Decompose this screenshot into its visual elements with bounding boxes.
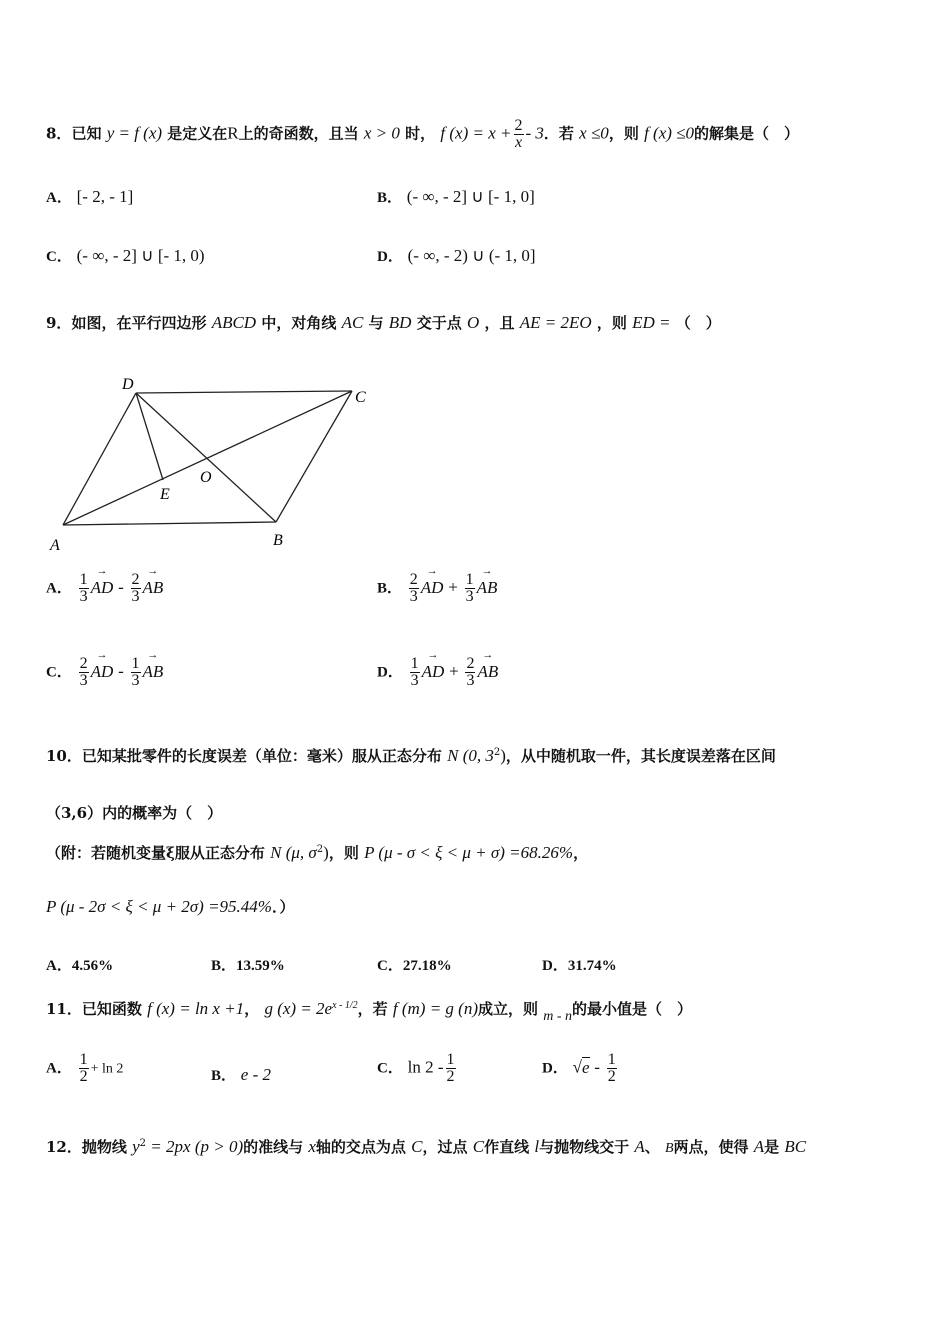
text: ，若 <box>357 1000 388 1018</box>
math: N (μ, σ <box>270 843 317 862</box>
math: x <box>308 1137 316 1156</box>
fraction <box>79 572 89 605</box>
option-label: B． <box>211 1068 237 1084</box>
option-value: e - 2 <box>240 1065 272 1084</box>
math: BC <box>784 1137 807 1156</box>
edge-ad <box>63 393 136 525</box>
text: 抛物线 <box>81 1138 127 1156</box>
text: 与抛物线交于 <box>539 1138 630 1156</box>
math: B <box>664 1141 674 1156</box>
option-label: A． <box>46 580 72 597</box>
vector-ad: → AD <box>91 578 114 597</box>
text: 轴的交点为点 <box>315 1138 406 1156</box>
denominator: 3 <box>410 672 419 689</box>
text: 的解集是（ ） <box>693 124 799 143</box>
text: 成立，则 <box>478 1000 539 1018</box>
text: （附：若随机变量ξ服从正态分布 <box>46 844 265 862</box>
operator: - <box>118 661 124 681</box>
option-a[interactable] <box>46 572 163 605</box>
option-label: A． <box>46 1060 72 1077</box>
denominator: 3 <box>131 672 140 689</box>
option-label: D． <box>377 249 403 265</box>
math: R <box>227 123 239 143</box>
math: x > 0 <box>363 123 400 143</box>
text: （3,6）内的概率为（ ） <box>46 804 223 822</box>
question-10-line-2 <box>46 802 222 823</box>
option-label: C． <box>377 958 403 974</box>
math: y = f (x) <box>106 123 163 143</box>
math: AC <box>341 313 364 332</box>
fraction <box>131 572 141 605</box>
option-a[interactable] <box>46 954 113 975</box>
denominator: 3 <box>79 672 88 689</box>
parallelogram-figure <box>46 372 376 552</box>
text: 是定义在 <box>167 124 228 143</box>
text: 中，对角线 <box>261 314 337 332</box>
text: 的最小值是（ ） <box>572 1000 693 1018</box>
fraction <box>446 1052 456 1085</box>
numerator: 1 <box>131 655 140 672</box>
text: ．） <box>271 898 295 916</box>
text: 的准线与 <box>243 1138 304 1156</box>
vector-ab: → AB <box>477 662 498 681</box>
question-number: 11． <box>46 1000 82 1018</box>
text: ， <box>573 844 589 862</box>
question-10-note-2 <box>46 896 295 917</box>
option-value: 31.74% <box>567 958 617 974</box>
fraction <box>131 656 141 689</box>
fraction <box>79 1052 89 1085</box>
math: N (0, 3 <box>447 746 494 765</box>
fraction <box>409 572 419 605</box>
option-value: + ln 2 <box>90 1061 124 1077</box>
operator: - <box>118 577 124 597</box>
edge-bc <box>276 391 352 522</box>
text: 、 <box>644 1138 660 1156</box>
option-a[interactable] <box>46 186 133 207</box>
text: ．若 <box>543 124 574 143</box>
vector-ab: → AB <box>477 578 498 597</box>
math: f (x) = x + <box>440 123 512 143</box>
point-label-d: D <box>122 376 134 393</box>
option-c[interactable] <box>46 245 205 266</box>
math: A <box>634 1137 645 1156</box>
question-9-stem <box>46 312 721 333</box>
numerator: 2 <box>409 571 418 588</box>
option-value: (- ∞, - 2] ∪ [- 1, 0] <box>406 187 535 206</box>
point-label-a: A <box>50 537 60 552</box>
math: A <box>753 1137 765 1156</box>
math-superscript: x - 1/2 <box>332 1000 358 1011</box>
option-label: A． <box>46 958 72 974</box>
question-10-stem <box>46 745 776 766</box>
question-number: 9． <box>46 314 72 332</box>
math: x ≤0 <box>579 123 609 143</box>
point-label-o: O <box>200 469 212 486</box>
text: 两点，使得 <box>673 1138 749 1156</box>
math: f (m) = g (n) <box>392 999 478 1018</box>
option-b[interactable] <box>377 186 535 207</box>
vector-ad: → AD <box>422 662 445 681</box>
numerator: 1 <box>410 655 419 672</box>
denominator: 3 <box>465 588 474 605</box>
math: AE = 2EO <box>519 313 592 332</box>
question-number: 12． <box>46 1138 82 1156</box>
numerator: 1 <box>607 1051 616 1068</box>
option-value: (- ∞, - 2) ∪ (- 1, 0] <box>407 246 536 265</box>
vector-ad: → AD <box>421 578 444 597</box>
math: P (μ - 2σ < ξ < μ + 2σ) =95.44% <box>46 897 272 916</box>
fraction <box>410 656 420 689</box>
denominator: 3 <box>466 672 475 689</box>
math: P (μ - σ < ξ < μ + σ) =68.26% <box>364 843 574 862</box>
option-value: [- 2, - 1] <box>76 187 134 206</box>
text: 时， <box>405 124 436 143</box>
option-label: A． <box>46 190 72 206</box>
option-d[interactable] <box>377 656 498 689</box>
math-superscript: 2 <box>493 747 501 758</box>
math: - 3 <box>525 123 544 143</box>
option-label: D． <box>377 664 403 681</box>
operator: + <box>448 577 458 597</box>
option-label: B． <box>211 958 237 974</box>
numerator: 2 <box>131 571 140 588</box>
text: ，则 <box>608 124 639 143</box>
math: ) <box>323 843 329 862</box>
option-label: C． <box>46 249 72 265</box>
text: ，从中随机取一件，其长度误差落在区间 <box>505 747 776 765</box>
text: 交于点 <box>416 314 462 332</box>
text: 如图，在平行四边形 <box>71 314 207 332</box>
edge-ab <box>63 522 276 525</box>
denominator: 2 <box>607 1068 616 1085</box>
text: ， <box>244 1000 260 1018</box>
option-d[interactable] <box>542 1052 619 1085</box>
math-superscript: 2 <box>139 1138 147 1149</box>
fraction <box>465 656 475 689</box>
denominator: 3 <box>79 588 88 605</box>
fraction <box>607 1052 617 1085</box>
text: （ ） <box>675 314 721 332</box>
fraction <box>465 572 475 605</box>
math: O <box>466 313 480 332</box>
math: y <box>132 1137 140 1156</box>
question-10-note <box>46 842 588 863</box>
point-label-e: E <box>160 486 170 503</box>
denominator: 3 <box>409 588 418 605</box>
math: g (x) = 2e <box>264 999 333 1018</box>
numerator: 1 <box>446 1051 455 1068</box>
text: ，过点 <box>422 1138 468 1156</box>
numerator: 1 <box>79 1051 88 1068</box>
operator: - <box>594 1057 600 1077</box>
fraction <box>514 118 524 151</box>
option-b[interactable] <box>211 1064 271 1085</box>
text: 是 <box>764 1138 780 1156</box>
numerator: 2 <box>466 655 475 672</box>
numerator: 1 <box>465 571 474 588</box>
option-label: B． <box>377 580 403 597</box>
text: 已知 <box>71 124 102 143</box>
text: 作直线 <box>484 1138 530 1156</box>
edge-dc <box>136 391 352 393</box>
math: f (x) = ln x +1 <box>147 999 245 1018</box>
question-number: 8． <box>46 124 72 143</box>
text: ，则 <box>596 314 627 332</box>
option-label: D． <box>542 958 568 974</box>
vector-ab: → AB <box>143 578 164 597</box>
option-d[interactable] <box>542 954 617 975</box>
option-a[interactable] <box>46 1052 123 1085</box>
numerator: 1 <box>79 571 88 588</box>
math: m - n <box>543 1009 573 1024</box>
math: C <box>472 1137 485 1156</box>
option-label: D． <box>542 1060 568 1077</box>
question-11-stem <box>46 998 693 1024</box>
math: C <box>411 1137 423 1156</box>
denominator: 2 <box>446 1068 455 1085</box>
math: ABCD <box>211 313 257 332</box>
option-value: 27.18% <box>402 958 452 974</box>
option-b[interactable] <box>211 954 285 975</box>
text: 与 <box>368 314 384 332</box>
diagonal-bd <box>136 393 276 522</box>
question-12-stem <box>46 1136 806 1157</box>
math: ED = <box>632 313 671 332</box>
vector-ab: → AB <box>143 662 164 681</box>
option-label: B． <box>377 190 403 206</box>
vector-ad: → AD <box>91 662 114 681</box>
math: ) <box>500 746 506 765</box>
option-b[interactable] <box>377 572 497 605</box>
text: 已知函数 <box>81 1000 142 1018</box>
question-number: 10． <box>46 747 82 765</box>
denominator: 2 <box>79 1068 88 1085</box>
point-label-b: B <box>273 532 283 549</box>
option-label: C． <box>377 1060 403 1077</box>
option-c[interactable] <box>377 954 452 975</box>
math: = 2px (p > 0) <box>146 1137 244 1156</box>
option-value: ln 2 - <box>407 1057 444 1077</box>
option-value: 4.56% <box>71 958 114 974</box>
math-superscript: 2 <box>316 844 324 855</box>
math: l <box>534 1137 540 1156</box>
question-8-stem <box>46 118 799 151</box>
fraction <box>79 656 89 689</box>
point-label-c: C <box>355 389 366 406</box>
option-d[interactable] <box>377 245 536 266</box>
option-value: 13.59% <box>236 958 285 974</box>
option-label: C． <box>46 664 72 681</box>
text: 已知某批零件的长度误差（单位：毫米）服从正态分布 <box>81 747 442 765</box>
option-c[interactable] <box>46 656 163 689</box>
operator: + <box>449 661 459 681</box>
text: ，且 <box>484 314 515 332</box>
numerator: 2 <box>514 117 523 134</box>
math: f (x) ≤0 <box>644 123 694 143</box>
option-value: (- ∞, - 2] ∪ [- 1, 0) <box>76 246 205 265</box>
denominator: x <box>514 134 523 151</box>
math: BD <box>388 313 412 332</box>
text: 上的奇函数，且当 <box>238 124 359 143</box>
option-c[interactable] <box>377 1052 458 1085</box>
text: ，则 <box>328 844 359 862</box>
denominator: 3 <box>131 588 140 605</box>
sqrt-icon: √ <box>572 1057 582 1077</box>
option-value: e <box>581 1057 590 1077</box>
numerator: 2 <box>79 655 88 672</box>
